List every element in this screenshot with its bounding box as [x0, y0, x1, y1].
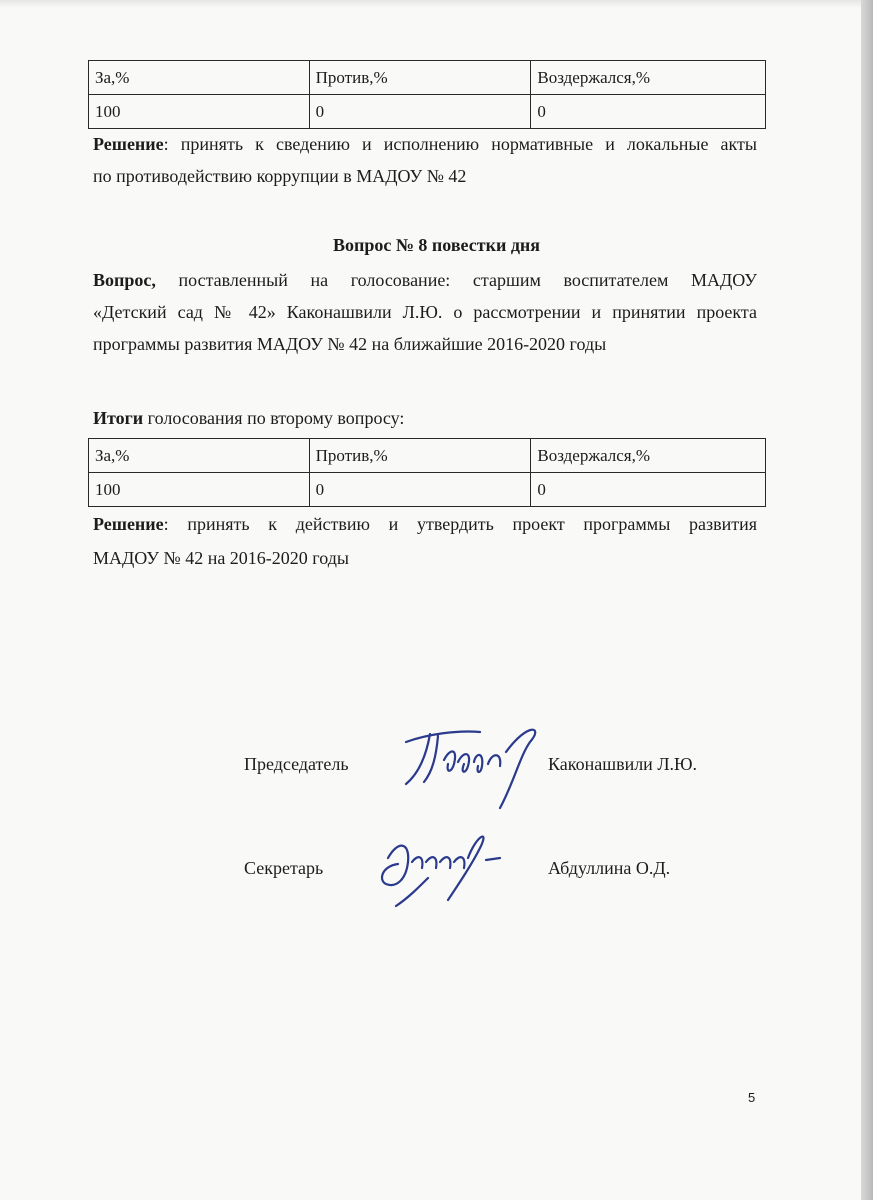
decision-1-text-2: по противодействию коррупции в МАДОУ № 42: [93, 166, 467, 186]
secretary-name: Абдуллина О.Д.: [548, 858, 671, 878]
table-row: [89, 473, 766, 507]
question-8-heading: Вопрос № 8 повестки дня: [332, 235, 541, 255]
chair-name: Каконашвили Л.Ю.: [548, 754, 698, 774]
decision-1-label: Решение: [93, 134, 164, 154]
decision-2-line-2: [93, 542, 757, 574]
chair-role: Председатель: [244, 754, 349, 774]
scan-edge-right: [861, 0, 873, 1200]
cell-protiv: 0: [309, 473, 531, 507]
table-header-row: [89, 61, 766, 95]
page-number: 5: [748, 1090, 756, 1105]
question-line-1: [93, 264, 757, 296]
decision-2-label: Решение: [93, 514, 164, 534]
scan-edge-top: [0, 0, 873, 8]
cell-protiv: 0: [309, 95, 531, 129]
table-row: [89, 95, 766, 129]
table-header-row: [89, 439, 766, 473]
decision-2-text-1: : принять к действию и утвердить проект программы развития: [163, 514, 757, 534]
cell-za: 100: [89, 95, 310, 129]
results-label: Итоги: [93, 408, 144, 428]
cell-za: 100: [89, 473, 310, 507]
question-line-3: [93, 328, 757, 360]
header-za: За,%: [89, 61, 310, 95]
question-label: Вопрос,: [93, 270, 156, 290]
secretary-signature-icon: [368, 818, 518, 913]
question-text-2: «Детский сад № 42» Каконашвили Л.Ю. о рассмотрении и принятии проекта: [93, 302, 757, 322]
header-vozderzhalsya: Воздержался,%: [531, 439, 766, 473]
header-za: За,%: [89, 439, 310, 473]
secretary-role: Секретарь: [244, 858, 324, 878]
cell-vozderzhalsya: 0: [531, 473, 766, 507]
vote-table-1: [88, 60, 766, 129]
results-line: [93, 402, 757, 434]
question-text-1: поставленный на голосование: старшим воспитателем МАДОУ: [155, 270, 757, 290]
cell-vozderzhalsya: 0: [531, 95, 766, 129]
results-text: голосования по второму вопросу:: [143, 408, 405, 428]
question-line-2: [93, 296, 757, 328]
question-text-3: программы развития МАДОУ № 42 на ближайшие 2016-2020 годы: [93, 334, 607, 354]
decision-2-text-2: МАДОУ № 42 на 2016-2020 годы: [93, 548, 349, 568]
vote-table-2: [88, 438, 766, 507]
decision-1-text-1: : принять к сведению и исполнению нормативные и локальные акты: [163, 134, 757, 154]
decision-1-line-1: [93, 128, 757, 160]
header-protiv: Против,%: [309, 439, 531, 473]
decision-2-line-1: [93, 508, 757, 540]
decision-1-line-2: [93, 160, 757, 192]
header-vozderzhalsya: Воздержался,%: [531, 61, 766, 95]
header-protiv: Против,%: [309, 61, 531, 95]
chair-signature-icon: [388, 712, 558, 812]
